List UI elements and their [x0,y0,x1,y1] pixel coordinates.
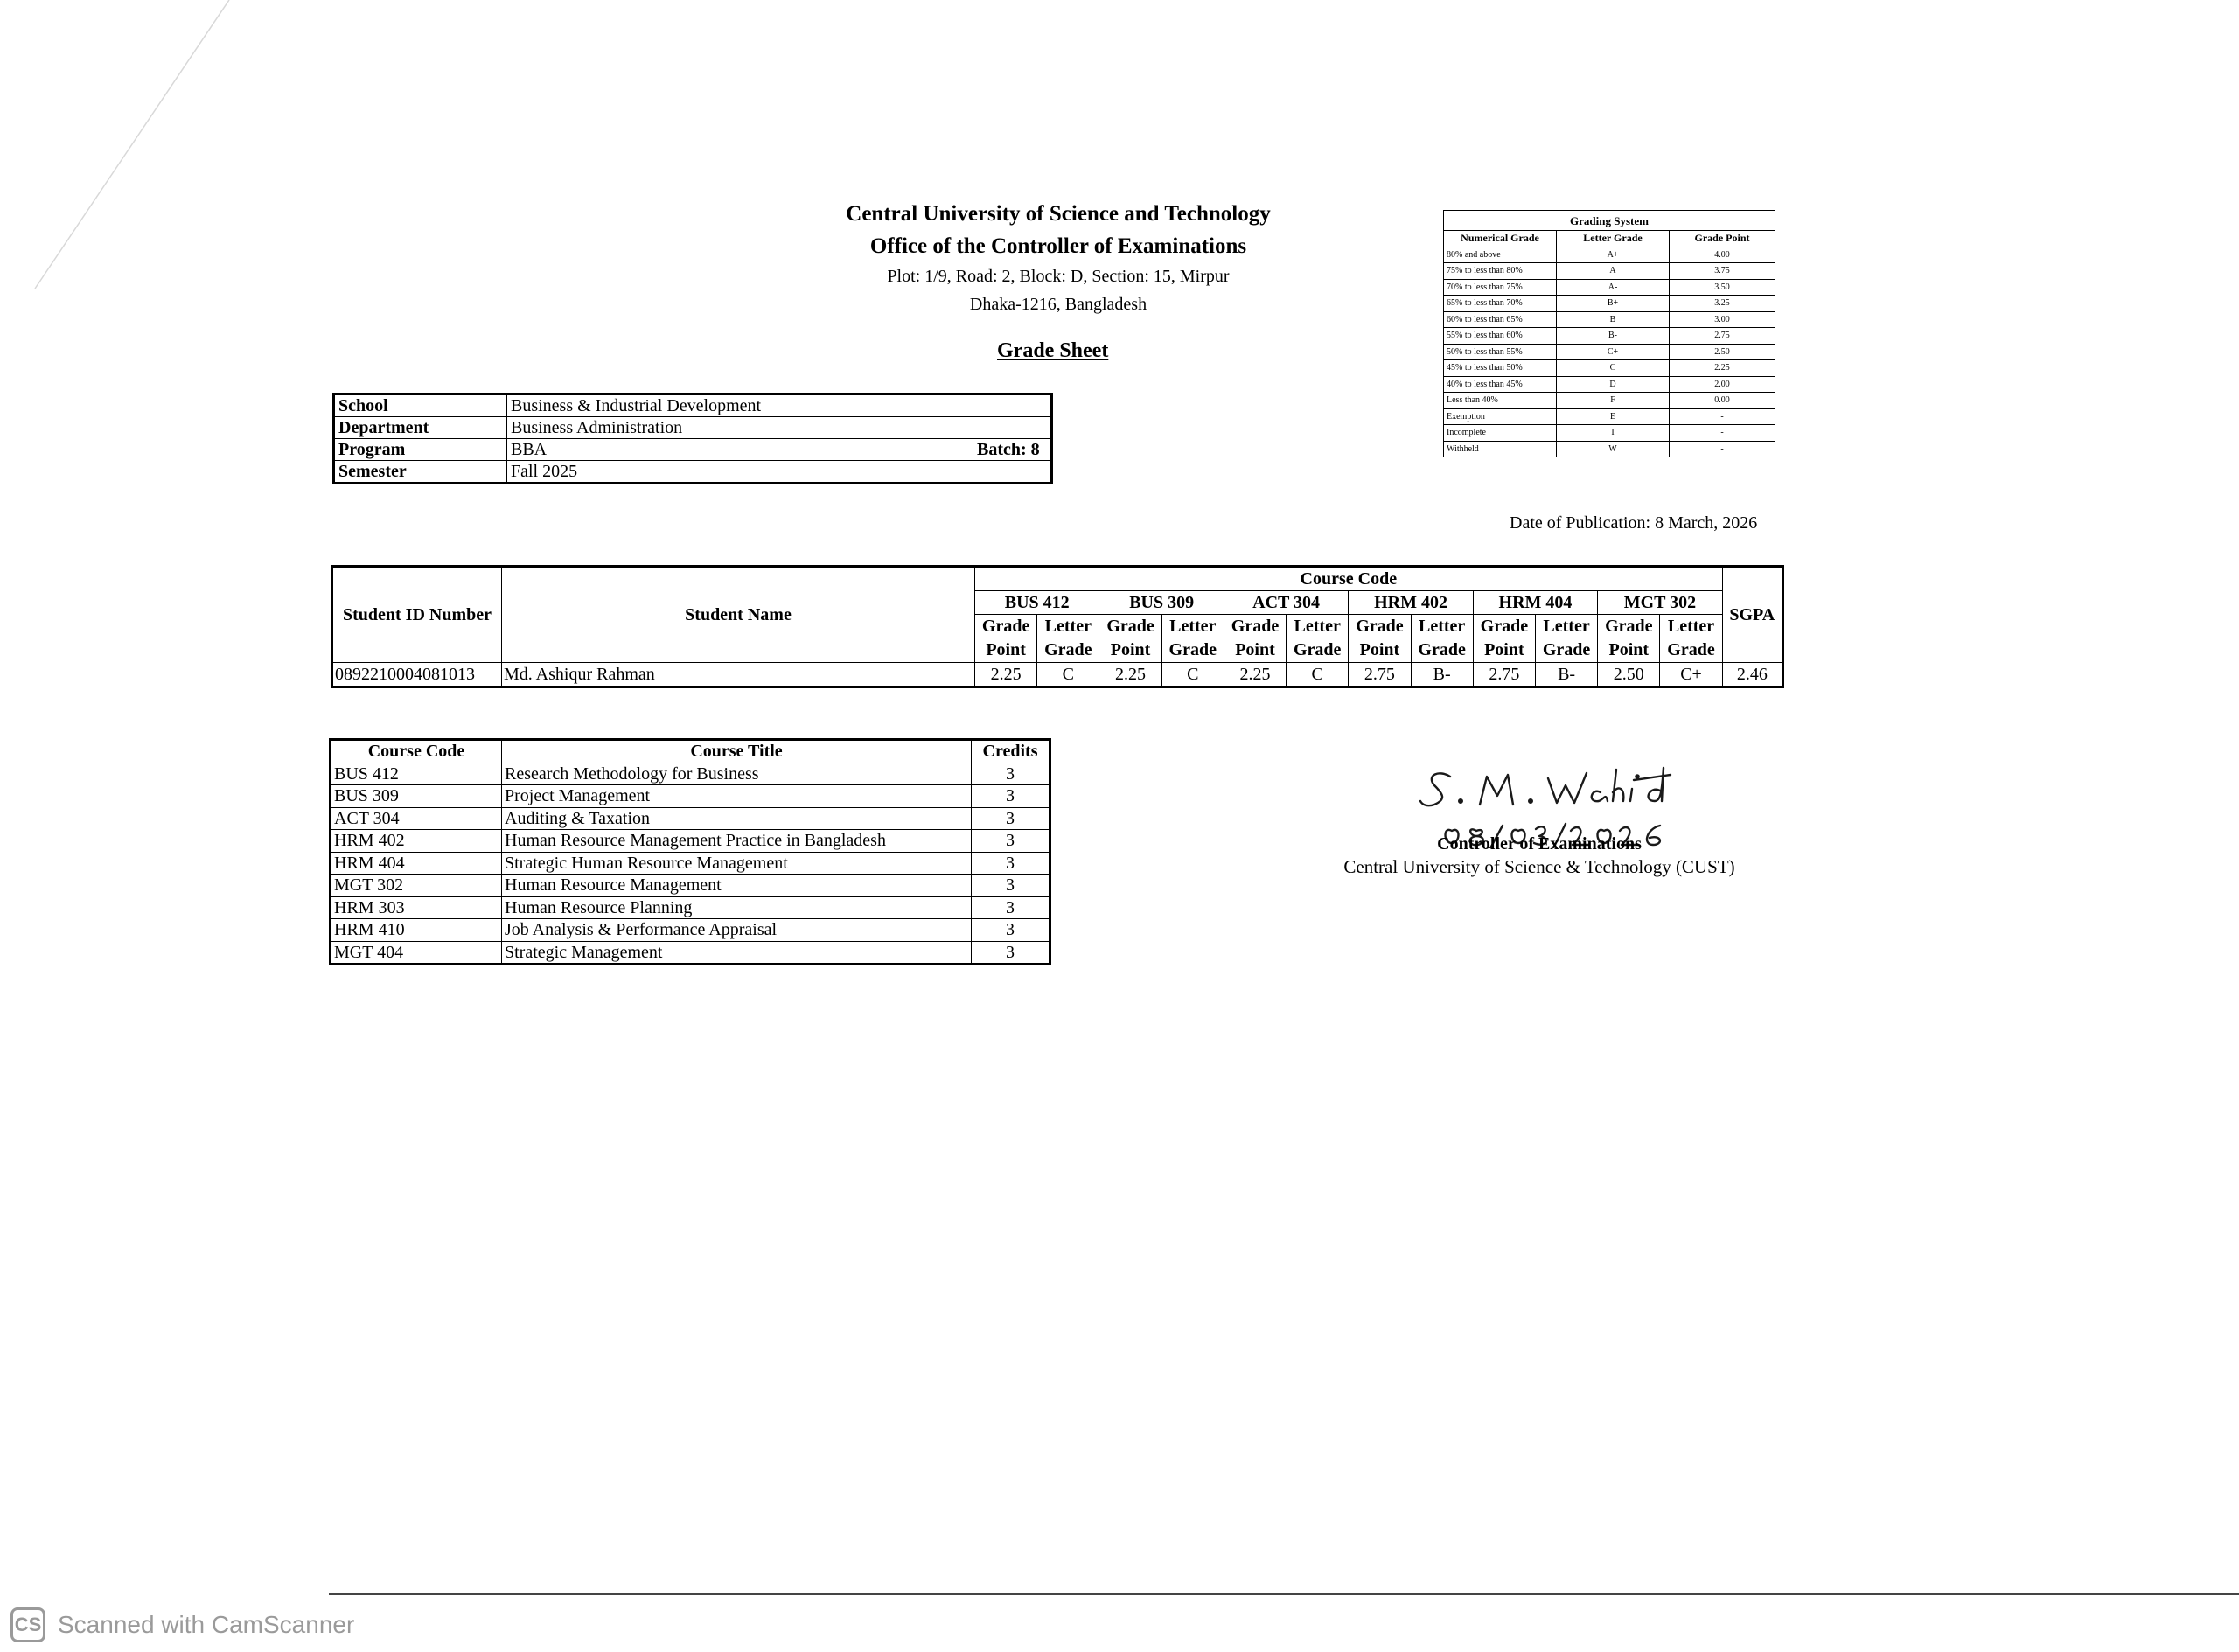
course-title-cell: Strategic Management [502,941,972,965]
grading-system [1443,210,1775,457]
letter-grade-header-line-1: Letter [1169,617,1217,636]
course-list-header-credits: Credits [972,740,1050,763]
grading-point-cell: 3.75 [1670,263,1775,280]
info-row-school [334,394,1052,417]
grading-header-numerical: Numerical Grade [1444,231,1557,247]
course-list-row [331,919,1050,942]
result-table [331,565,1784,688]
grading-letter-cell: D [1557,376,1670,393]
grading-numerical-cell: 60% to less than 65% [1444,311,1557,328]
document-title: Grade Sheet [997,339,1109,362]
course-list-row [331,875,1050,897]
grading-system-rows [1444,247,1775,457]
course-code-cell: HRM 410 [331,919,502,942]
grade-point-value: 2.75 [1349,663,1411,687]
grading-row [1444,360,1775,377]
grading-point-cell: - [1670,425,1775,442]
letter-grade-header-line-1: Letter [1418,617,1466,636]
grading-numerical-cell: 70% to less than 75% [1444,279,1557,296]
course-list-row [331,785,1050,808]
grading-row [1444,393,1775,409]
course-credits-cell: 3 [972,919,1050,942]
grading-row [1444,311,1775,328]
grading-row [1444,263,1775,280]
grading-point-cell: 2.75 [1670,328,1775,345]
result-course-code: HRM 404 [1473,591,1597,615]
grading-numerical-cell: Incomplete [1444,425,1557,442]
grade-point-header-line-1: Grade [1356,617,1404,636]
address-line-1: Plot: 1/9, Road: 2, Block: D, Section: 15, Mirpur [887,267,1230,286]
info-row-program [334,439,1052,461]
course-list-row [331,830,1050,853]
grading-row [1444,425,1775,442]
student-info-table [332,393,1053,484]
camscanner-watermark: Scanned with CamScanner [58,1611,355,1638]
grade-point-header-line-1: Grade [1605,617,1653,636]
letter-grade-value: B- [1535,663,1597,687]
student-id-header: Student ID Number [332,567,502,663]
grading-letter-cell: C [1557,360,1670,377]
course-list-row [331,941,1050,965]
grade-point-header-line-2: Point [1110,640,1151,659]
result-course-code: BUS 309 [1099,591,1224,615]
signatory-institution: Central University of Science & Technology (CUST) [1343,856,1735,877]
result-header-row-1 [332,567,1783,591]
course-code-header: Course Code [975,567,1723,591]
letter-grade-value: C [1037,663,1099,687]
grading-point-cell: 4.00 [1670,247,1775,263]
student-result-row [332,663,1783,687]
course-title-cell: Job Analysis & Performance Appraisal [502,919,972,942]
grading-point-cell: - [1670,441,1775,457]
letter-grade-header-line-1: Letter [1667,617,1715,636]
grading-numerical-cell: Exemption [1444,408,1557,425]
grading-letter-cell: B [1557,311,1670,328]
grading-numerical-cell: 55% to less than 60% [1444,328,1557,345]
department-label: Department [334,417,507,439]
grade-point-header [1099,615,1161,663]
course-list-row [331,852,1050,875]
letter-grade-header [1037,615,1099,663]
grade-point-header-line-2: Point [1359,640,1400,659]
grading-point-cell: 0.00 [1670,393,1775,409]
course-credits-cell: 3 [972,875,1050,897]
signatory-title: Controller of Examinations [1437,834,1642,854]
letter-grade-header [1535,615,1597,663]
university-name: Central University of Science and Technology [846,202,1271,226]
grading-point-cell: - [1670,408,1775,425]
sgpa-value: 2.46 [1722,663,1782,687]
grading-row [1444,408,1775,425]
grade-point-value: 2.25 [1099,663,1161,687]
letter-grade-header [1161,615,1224,663]
letter-grade-header-line-1: Letter [1044,617,1092,636]
grading-letter-cell: C+ [1557,344,1670,360]
letter-grade-header-line-1: Letter [1543,617,1590,636]
course-title-cell: Human Resource Management Practice in Bangladesh [502,830,972,853]
sgpa-header: SGPA [1722,567,1782,663]
grading-row [1444,328,1775,345]
grade-point-header-line-2: Point [1235,640,1275,659]
course-code-cell: ACT 304 [331,807,502,830]
course-title-cell: Human Resource Management [502,875,972,897]
grade-point-header-line-1: Grade [1106,617,1154,636]
batch-value: Batch: 8 [973,439,1052,461]
department-value: Business Administration [507,417,1052,439]
grade-point-value: 2.25 [975,663,1037,687]
semester-value: Fall 2025 [507,461,1052,484]
grading-point-cell: 3.00 [1670,311,1775,328]
course-credits-cell: 3 [972,763,1050,785]
grading-letter-cell: A [1557,263,1670,280]
letter-grade-header [1287,615,1349,663]
grading-system-table [1443,230,1775,457]
letter-grade-header-line-2: Grade [1044,640,1092,659]
grade-point-header-line-1: Grade [981,617,1030,636]
grading-row [1444,279,1775,296]
course-credits-cell: 3 [972,807,1050,830]
grading-letter-cell: B- [1557,328,1670,345]
grade-point-header [1473,615,1535,663]
course-credits-cell: 3 [972,852,1050,875]
grading-row [1444,247,1775,263]
letter-grade-value: B- [1411,663,1473,687]
course-code-cell: MGT 404 [331,941,502,965]
course-credits-cell: 3 [972,896,1050,919]
grade-point-header-line-1: Grade [1480,617,1529,636]
program-value: BBA [507,439,973,461]
course-title-cell: Auditing & Taxation [502,807,972,830]
grading-letter-cell: A+ [1557,247,1670,263]
course-title-cell: Strategic Human Resource Management [502,852,972,875]
publication-date: Date of Publication: 8 March, 2026 [1510,513,1758,533]
course-code-cell: HRM 404 [331,852,502,875]
grading-header-row [1444,231,1775,247]
student-name: Md. Ashiqur Rahman [502,663,975,687]
grade-point-value: 2.25 [1224,663,1286,687]
result-course-code: MGT 302 [1598,591,1722,615]
grading-numerical-cell: 65% to less than 70% [1444,296,1557,312]
student-id: 0892210004081013 [332,663,502,687]
letter-grade-value: C+ [1660,663,1722,687]
course-list-header-title: Course Title [502,740,972,763]
course-list-rows [331,763,1050,965]
course-credits-cell: 3 [972,785,1050,808]
course-title-cell: Project Management [502,785,972,808]
grading-point-cell: 3.50 [1670,279,1775,296]
grading-numerical-cell: 40% to less than 45% [1444,376,1557,393]
grade-point-value: 2.50 [1598,663,1660,687]
letter-grade-header [1411,615,1473,663]
result-course-code: BUS 412 [975,591,1099,615]
grading-letter-cell: I [1557,425,1670,442]
grading-point-cell: 3.25 [1670,296,1775,312]
course-code-cell: HRM 303 [331,896,502,919]
course-list-row [331,896,1050,919]
grade-point-header [1224,615,1286,663]
page-bottom-line [329,1593,2239,1595]
address-line-2: Dhaka-1216, Bangladesh [969,295,1147,314]
result-course-code: ACT 304 [1224,591,1348,615]
grade-point-header [1598,615,1660,663]
course-code-cell: BUS 309 [331,785,502,808]
info-row-semester [334,461,1052,484]
grade-point-header-line-1: Grade [1231,617,1280,636]
grade-point-header-line-2: Point [986,640,1026,659]
grading-letter-cell: E [1557,408,1670,425]
university-header [770,198,1347,318]
info-row-department [334,417,1052,439]
course-list-row [331,763,1050,785]
grading-numerical-cell: 50% to less than 55% [1444,344,1557,360]
result-course-code: HRM 402 [1349,591,1473,615]
grading-header-letter: Letter Grade [1557,231,1670,247]
course-code-cell: HRM 402 [331,830,502,853]
grading-numerical-cell: Less than 40% [1444,393,1557,409]
grade-point-header [975,615,1037,663]
grading-row [1444,441,1775,457]
letter-grade-header [1660,615,1722,663]
course-title-cell: Human Resource Planning [502,896,972,919]
course-code-cell: BUS 412 [331,763,502,785]
grading-header-point: Grade Point [1670,231,1775,247]
grading-letter-cell: A- [1557,279,1670,296]
grading-numerical-cell: 45% to less than 50% [1444,360,1557,377]
grading-point-cell: 2.25 [1670,360,1775,377]
letter-grade-header-line-2: Grade [1168,640,1217,659]
grading-numerical-cell: 75% to less than 80% [1444,263,1557,280]
program-label: Program [334,439,507,461]
grading-point-cell: 2.50 [1670,344,1775,360]
grading-letter-cell: W [1557,441,1670,457]
grade-point-header-line-2: Point [1484,640,1524,659]
grade-point-header-line-2: Point [1608,640,1650,659]
letter-grade-value: C [1161,663,1224,687]
letter-grade-value: C [1287,663,1349,687]
course-credits-cell: 3 [972,830,1050,853]
grading-numerical-cell: 80% and above [1444,247,1557,263]
letter-grade-header-line-2: Grade [1542,640,1591,659]
office-name: Office of the Controller of Examinations [869,234,1247,258]
grading-numerical-cell: Withheld [1444,441,1557,457]
semester-label: Semester [334,461,507,484]
letter-grade-header-line-2: Grade [1667,640,1715,659]
grading-system-title: Grading System [1443,210,1775,230]
course-list-table [329,738,1051,965]
course-credits-cell: 3 [972,941,1050,965]
grade-point-header [1349,615,1411,663]
grading-letter-cell: B+ [1557,296,1670,312]
school-value: Business & Industrial Development [507,394,1052,417]
course-code-cell: MGT 302 [331,875,502,897]
grading-row [1444,376,1775,393]
course-list-header-code: Course Code [331,740,502,763]
letter-grade-header-line-2: Grade [1418,640,1466,659]
letter-grade-header-line-1: Letter [1294,617,1341,636]
signature-caption [1312,833,1767,879]
grading-letter-cell: F [1557,393,1670,409]
scan-artifact-line [0,0,262,297]
grading-row [1444,344,1775,360]
grading-row [1444,296,1775,312]
course-list-row [331,807,1050,830]
course-list-header-row [331,740,1050,763]
camscanner-logo-icon: CS [10,1607,45,1642]
grading-point-cell: 2.00 [1670,376,1775,393]
letter-grade-header-line-2: Grade [1293,640,1342,659]
course-title-cell: Research Methodology for Business [502,763,972,785]
school-label: School [334,394,507,417]
student-name-header: Student Name [502,567,975,663]
grade-point-value: 2.75 [1473,663,1535,687]
